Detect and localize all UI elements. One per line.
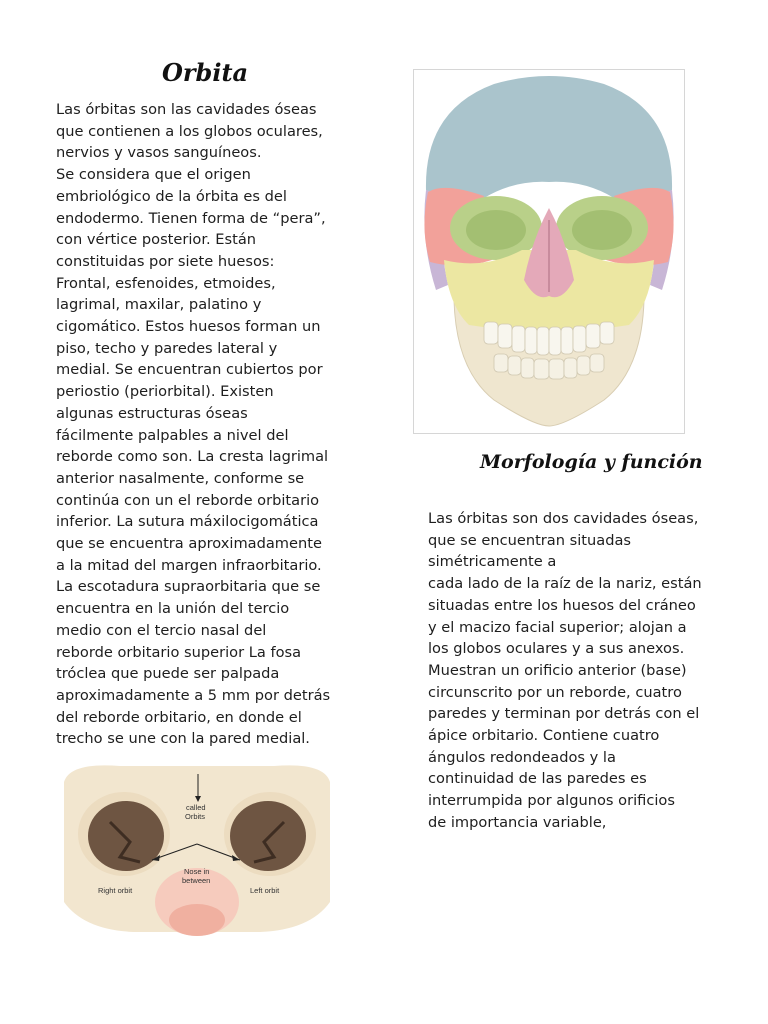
page-title: Orbita (162, 58, 249, 87)
text-line: a la mitad del margen infraorbitario. (56, 556, 322, 574)
text-line: medio con el tercio nasal del (56, 621, 267, 639)
text-line: continúa con un el reborde orbitario (56, 491, 320, 509)
text-line: de importancia variable, (428, 813, 607, 831)
label-between: between (182, 876, 211, 885)
text-line: embriológico de la órbita es del (56, 187, 287, 205)
text-line: Se considera que el origen (56, 166, 251, 184)
text-line: que se encuentra aproximadamente (56, 535, 322, 553)
label-left-orbit: Left orbit (250, 886, 280, 895)
text-line: Las órbitas son las cavidades óseas (56, 101, 317, 118)
text-line: medial. Se encuentran cubiertos por (56, 361, 323, 379)
skull-illustration (413, 69, 685, 434)
right-paragraph (428, 508, 702, 834)
text-line: tróclea que puede ser palpada (56, 665, 280, 683)
label-right-orbit: Right orbit (98, 886, 133, 895)
text-line: ángulos redondeados y la (428, 748, 616, 766)
text-line: aproximadamente a 5 mm por detrás (56, 686, 331, 704)
text-line: reborde orbitario superior La fosa (56, 643, 302, 661)
skull-image (414, 70, 684, 433)
text-line: La escotadura supraorbitaria que se (56, 578, 321, 596)
text-line: encuentra en la unión del tercio (56, 600, 290, 618)
text-line: cigomático. Estos huesos forman un (56, 318, 321, 336)
text-line: interrumpida por algunos orificios (428, 792, 675, 810)
text-line: Frontal, esfenoides, etmoides, (56, 274, 276, 292)
text-line: constituidas por siete huesos: (56, 252, 275, 270)
label-nose-in: Nose in (184, 867, 210, 876)
text-line: del reborde orbitario, en donde el (56, 708, 302, 726)
text-line: que contienen a los globos oculares, (56, 122, 323, 140)
text-line: inferior. La sutura máxilocigomática (56, 513, 319, 531)
text-line: Las órbitas son dos cavidades óseas, (428, 510, 699, 527)
text-line: lagrimal, maxilar, palatino y (56, 296, 262, 314)
label-orbits: Orbits (185, 812, 206, 821)
text-line: nervios y vasos sanguíneos. (56, 144, 262, 162)
text-line: cada lado de la raíz de la nariz, están (428, 575, 702, 593)
text-line: que se encuentran situadas (428, 531, 632, 549)
text-line: reborde como son. La cresta lagrimal (56, 448, 329, 466)
text-line: situadas entre los huesos del cráneo (428, 596, 696, 614)
text-line: los globos oculares y a sus anexos. (428, 640, 685, 658)
text-line: con vértice posterior. Están (56, 231, 257, 249)
text-line: trecho se une con la pared medial. (56, 730, 310, 748)
text-line: endodermo. Tienen forma de “pera”, (56, 209, 326, 227)
orbit-diagram (60, 762, 334, 940)
text-line: fácilmente palpables a nivel del (56, 426, 289, 444)
text-line: algunas estructuras óseas (56, 404, 248, 422)
text-line: periostio (periorbital). Existen (56, 383, 274, 401)
text-line: continuidad de las paredes es (428, 770, 647, 788)
text-line: circunscrito por un reborde, cuatro (428, 683, 682, 701)
text-line: piso, techo y paredes lateral y (56, 339, 278, 357)
left-paragraph (56, 99, 330, 750)
section-title: Morfología y función (480, 451, 703, 473)
text-line: paredes y terminan por detrás con el (428, 705, 700, 723)
text-line: Muestran un orificio anterior (base) (428, 661, 687, 679)
label-called: called (186, 803, 206, 812)
text-line: simétricamente a (428, 553, 557, 571)
text-line: anterior nasalmente, conforme se (56, 469, 305, 487)
text-line: ápice orbitario. Contiene cuatro (428, 727, 660, 745)
text-line: y el macizo facial superior; alojan a (428, 618, 687, 636)
